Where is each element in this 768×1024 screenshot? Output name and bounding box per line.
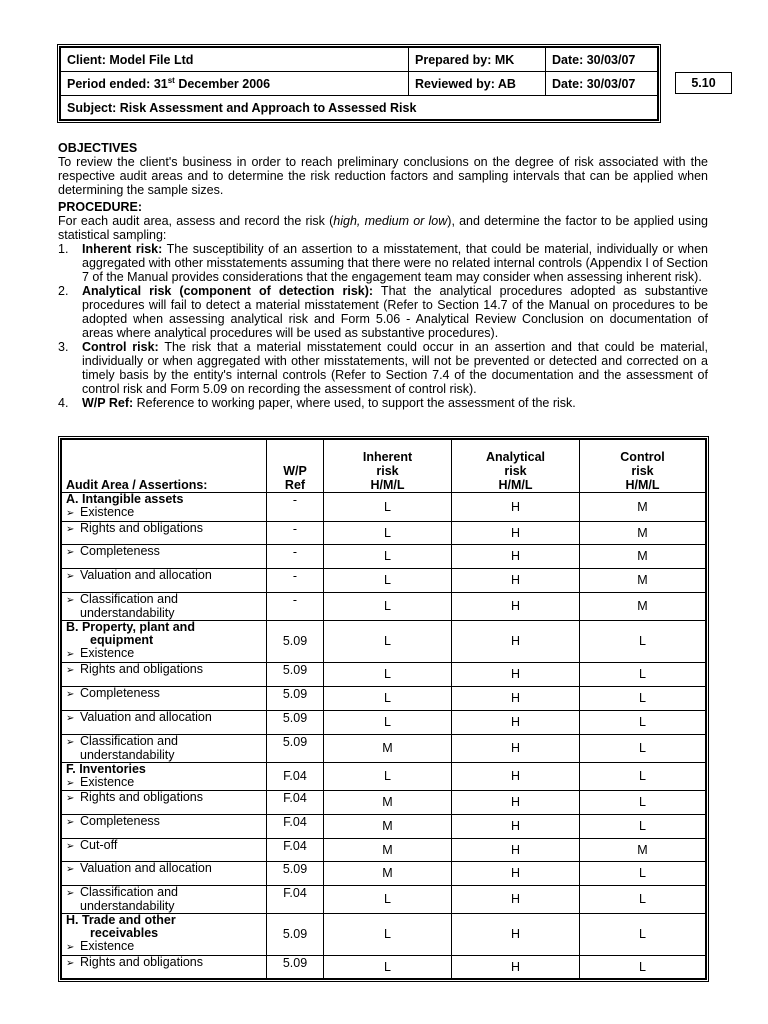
- table-row: [62, 663, 706, 687]
- inherent-risk-cell: L: [324, 522, 452, 545]
- audit-area-cell: [62, 735, 267, 763]
- assertion-label: ➢ Valuation and allocation: [66, 711, 262, 725]
- assertion-label: ➢ Existence: [66, 506, 262, 520]
- assertion-label: ➢ Classification and: [66, 735, 262, 749]
- procedure-heading: PROCEDURE:: [58, 200, 143, 214]
- table-row: [62, 815, 706, 839]
- procedure-item-number: 2.: [58, 284, 69, 298]
- control-risk-cell: L: [580, 735, 706, 763]
- wp-ref-cell: 5.09: [267, 621, 324, 663]
- objectives-heading: OBJECTIVES: [58, 141, 138, 155]
- analytical-risk-cell: H: [452, 839, 580, 862]
- wp-ref-cell: F.04: [267, 791, 324, 815]
- audit-area-cell: [62, 663, 267, 687]
- analytical-risk-cell: H: [452, 621, 580, 663]
- analytical-risk-cell: H: [452, 956, 580, 979]
- analytical-risk-cell: H: [452, 815, 580, 839]
- wp-ref-cell: 5.09: [267, 711, 324, 735]
- analytical-risk-cell: H: [452, 663, 580, 687]
- assertion-label: ➢ Cut-off: [66, 839, 262, 853]
- wp-ref-cell: -: [267, 593, 324, 621]
- audit-area-cell: [62, 862, 267, 886]
- assertion-label: ➢ Classification and: [66, 593, 262, 607]
- subject-cell: Subject: Risk Assessment and Approach to Assessed Risk: [61, 96, 658, 120]
- procedure-item-number: 3.: [58, 340, 69, 354]
- inherent-risk-cell: L: [324, 687, 452, 711]
- wp-ref-cell: 5.09: [267, 735, 324, 763]
- table-row: [62, 735, 706, 763]
- col-control-risk: Control risk H/M/L: [580, 440, 706, 493]
- inherent-risk-cell: L: [324, 593, 452, 621]
- client-cell: Client: Model File Ltd: [61, 48, 409, 72]
- control-risk-cell: L: [580, 687, 706, 711]
- wp-ref-cell: 5.09: [267, 663, 324, 687]
- analytical-risk-cell: H: [452, 886, 580, 914]
- table-row: [62, 914, 706, 956]
- col-wp-ref: W/P Ref: [267, 440, 324, 493]
- analytical-risk-cell: H: [452, 593, 580, 621]
- assertion-label: ➢ Completeness: [66, 545, 262, 559]
- assertion-label-cont: understandability: [80, 899, 175, 913]
- control-risk-cell: L: [580, 763, 706, 791]
- wp-ref-cell: -: [267, 493, 324, 522]
- procedure-item-term: Inherent risk:: [82, 242, 163, 256]
- intro-b: ), and determine the factor to be applied using statistical sampling:: [58, 214, 708, 242]
- inherent-risk-cell: L: [324, 569, 452, 593]
- group-label-cont: receivables: [90, 926, 159, 940]
- procedure-item: [58, 242, 708, 284]
- inherent-risk-cell: L: [324, 621, 452, 663]
- procedure-item-text: The susceptibility of an assertion to a misstatement, that could be material, individually or when aggregated with other misstatements assuming that there were no related internal controls (Appendix I of Section 7 of the Manual provides considerations that the engagement team may consider when assessing inherent risk).: [82, 242, 708, 284]
- period-cell: [61, 72, 409, 96]
- inherent-risk-cell: L: [324, 663, 452, 687]
- table-header-row: [62, 440, 706, 493]
- inherent-risk-cell: L: [324, 763, 452, 791]
- table-row: [62, 569, 706, 593]
- wp-ref-cell: -: [267, 522, 324, 545]
- inherent-risk-cell: L: [324, 493, 452, 522]
- wp-ref-cell: F.04: [267, 763, 324, 791]
- control-risk-cell: M: [580, 545, 706, 569]
- table-row: [62, 886, 706, 914]
- inherent-risk-cell: L: [324, 886, 452, 914]
- inherent-risk-cell: M: [324, 839, 452, 862]
- inherent-risk-cell: L: [324, 956, 452, 979]
- wp-ref-cell: -: [267, 545, 324, 569]
- inherent-risk-cell: M: [324, 815, 452, 839]
- inherent-risk-cell: M: [324, 862, 452, 886]
- date-reviewed-cell: Date: 30/03/07: [546, 72, 658, 96]
- inherent-risk-cell: M: [324, 735, 452, 763]
- group-label: F. Inventories: [66, 762, 146, 776]
- procedure-item-number: 1.: [58, 242, 69, 256]
- wp-ref-cell: 5.09: [267, 862, 324, 886]
- wp-ref-cell: 5.09: [267, 914, 324, 956]
- procedure-item-term: Control risk:: [82, 340, 159, 354]
- audit-area-cell: [62, 815, 267, 839]
- assertion-label: ➢ Rights and obligations: [66, 663, 262, 677]
- audit-area-cell: [62, 886, 267, 914]
- objectives-text: To review the client's business in order to reach preliminary conclusions on the degree of risk associated with the respective audit areas and to determine the risk reduction factors and sampling intervals that can be applied when determining the sample sizes.: [58, 155, 708, 197]
- control-risk-cell: L: [580, 914, 706, 956]
- audit-area-cell: [62, 545, 267, 569]
- control-risk-cell: M: [580, 569, 706, 593]
- table-row: [62, 621, 706, 663]
- assertion-label: ➢ Existence: [66, 647, 262, 661]
- table-row: [62, 593, 706, 621]
- audit-area-cell: [62, 711, 267, 735]
- procedure-item-text: The risk that a material misstatement could occur in an assertion and that could be material, individually or when aggregated with other misstatements, will not be prevented or detected and corrected on a timely basis by the entity's internal controls (Refer to Section 7.4 of the documentation and the assessment of control risk and Form 5.09 on recording the assessment of control risk).: [82, 340, 708, 396]
- analytical-risk-cell: H: [452, 711, 580, 735]
- document-header: [57, 44, 661, 123]
- period-prefix: Period ended: 31: [67, 77, 168, 92]
- control-risk-cell: M: [580, 593, 706, 621]
- analytical-risk-cell: H: [452, 522, 580, 545]
- table-row: [62, 839, 706, 862]
- audit-area-cell: [62, 791, 267, 815]
- assertion-label: ➢ Valuation and allocation: [66, 862, 262, 876]
- table-row: [62, 862, 706, 886]
- control-risk-cell: L: [580, 862, 706, 886]
- assertion-label: ➢ Rights and obligations: [66, 956, 262, 970]
- control-risk-cell: M: [580, 522, 706, 545]
- table-row: [62, 763, 706, 791]
- control-risk-cell: L: [580, 621, 706, 663]
- procedure-item-text: Reference to working paper, where used, to support the assessment of the risk.: [133, 396, 576, 410]
- date-prepared-cell: Date: 30/03/07: [546, 48, 658, 72]
- assertion-label: ➢ Rights and obligations: [66, 522, 262, 536]
- assertion-label: ➢ Existence: [66, 776, 262, 790]
- intro-a: For each audit area, assess and record the risk (: [58, 214, 334, 228]
- analytical-risk-cell: H: [452, 569, 580, 593]
- assertion-label: ➢ Rights and obligations: [66, 791, 262, 805]
- assertion-label-cont: understandability: [80, 606, 175, 620]
- assertion-label: ➢ Classification and: [66, 886, 262, 900]
- control-risk-cell: L: [580, 886, 706, 914]
- audit-area-cell: [62, 914, 267, 956]
- audit-area-cell: [62, 839, 267, 862]
- period-sup: st: [167, 75, 175, 85]
- col-analytical-risk: Analytical risk H/M/L: [452, 440, 580, 493]
- wp-ref-cell: F.04: [267, 886, 324, 914]
- control-risk-cell: L: [580, 956, 706, 979]
- analytical-risk-cell: H: [452, 791, 580, 815]
- document-body: [58, 138, 708, 410]
- audit-area-cell: [62, 569, 267, 593]
- analytical-risk-cell: H: [452, 763, 580, 791]
- group-label: B. Property, plant and: [66, 620, 195, 634]
- col-audit-area: Audit Area / Assertions:: [62, 440, 267, 493]
- assertion-label: ➢ Completeness: [66, 687, 262, 701]
- audit-area-cell: [62, 593, 267, 621]
- table-row: [62, 711, 706, 735]
- period-suffix: December 2006: [174, 77, 271, 92]
- audit-area-cell: [62, 621, 267, 663]
- intro-em: high, medium or low: [333, 214, 448, 228]
- analytical-risk-cell: H: [452, 735, 580, 763]
- procedure-item: [58, 340, 708, 396]
- analytical-risk-cell: H: [452, 545, 580, 569]
- procedure-item-term: Analytical risk (component of detection risk):: [82, 284, 374, 298]
- assertion-label: ➢ Valuation and allocation: [66, 569, 262, 583]
- procedure-list: [58, 242, 708, 410]
- wp-ref-cell: 5.09: [267, 956, 324, 979]
- analytical-risk-cell: H: [452, 493, 580, 522]
- audit-area-cell: [62, 763, 267, 791]
- audit-area-cell: [62, 493, 267, 522]
- analytical-risk-cell: H: [452, 862, 580, 886]
- inherent-risk-cell: L: [324, 711, 452, 735]
- procedure-item: [58, 396, 708, 410]
- wp-ref-cell: -: [267, 569, 324, 593]
- wp-ref-cell: 5.09: [267, 687, 324, 711]
- risk-table: [58, 436, 709, 982]
- control-risk-cell: L: [580, 815, 706, 839]
- table-row: [62, 545, 706, 569]
- assertion-label: ➢ Completeness: [66, 815, 262, 829]
- procedure-item-number: 4.: [58, 396, 69, 410]
- table-row: [62, 687, 706, 711]
- col-inherent-risk: Inherent risk H/M/L: [324, 440, 452, 493]
- inherent-risk-cell: L: [324, 914, 452, 956]
- analytical-risk-cell: H: [452, 914, 580, 956]
- group-label-cont: equipment: [90, 633, 154, 647]
- reviewed-by-cell: Reviewed by: AB: [409, 72, 546, 96]
- prepared-by-cell: Prepared by: MK: [409, 48, 546, 72]
- control-risk-cell: L: [580, 663, 706, 687]
- table-row: [62, 791, 706, 815]
- control-risk-cell: M: [580, 839, 706, 862]
- control-risk-cell: L: [580, 711, 706, 735]
- group-label: H. Trade and other: [66, 913, 176, 927]
- procedure-item-term: W/P Ref:: [82, 396, 134, 410]
- procedure-item: [58, 284, 708, 340]
- procedure-intro: [58, 214, 708, 242]
- audit-area-cell: [62, 522, 267, 545]
- wp-ref-cell: F.04: [267, 839, 324, 862]
- table-row: [62, 956, 706, 979]
- procedure-item-text: That the analytical procedures adopted as substantive procedures will fail to detect a material misstatement (Refer to Section 14.7 of the Manual on procedures to be adopted when assessing analytical risk and Form 5.06 - Analytical Review Conclusion on documentation of areas where analytical procedures will be used as substantive procedures).: [82, 284, 708, 340]
- table-row: [62, 522, 706, 545]
- wp-ref-cell: F.04: [267, 815, 324, 839]
- audit-area-cell: [62, 956, 267, 979]
- analytical-risk-cell: H: [452, 687, 580, 711]
- group-label: A. Intangible assets: [66, 492, 184, 506]
- control-risk-cell: M: [580, 493, 706, 522]
- header-table: [60, 47, 658, 120]
- audit-area-cell: [62, 687, 267, 711]
- inherent-risk-cell: M: [324, 791, 452, 815]
- table-row: [62, 493, 706, 522]
- control-risk-cell: L: [580, 791, 706, 815]
- assertion-label: ➢ Existence: [66, 940, 262, 954]
- assertion-label-cont: understandability: [80, 748, 175, 762]
- inherent-risk-cell: L: [324, 545, 452, 569]
- reference-box: 5.10: [675, 72, 732, 94]
